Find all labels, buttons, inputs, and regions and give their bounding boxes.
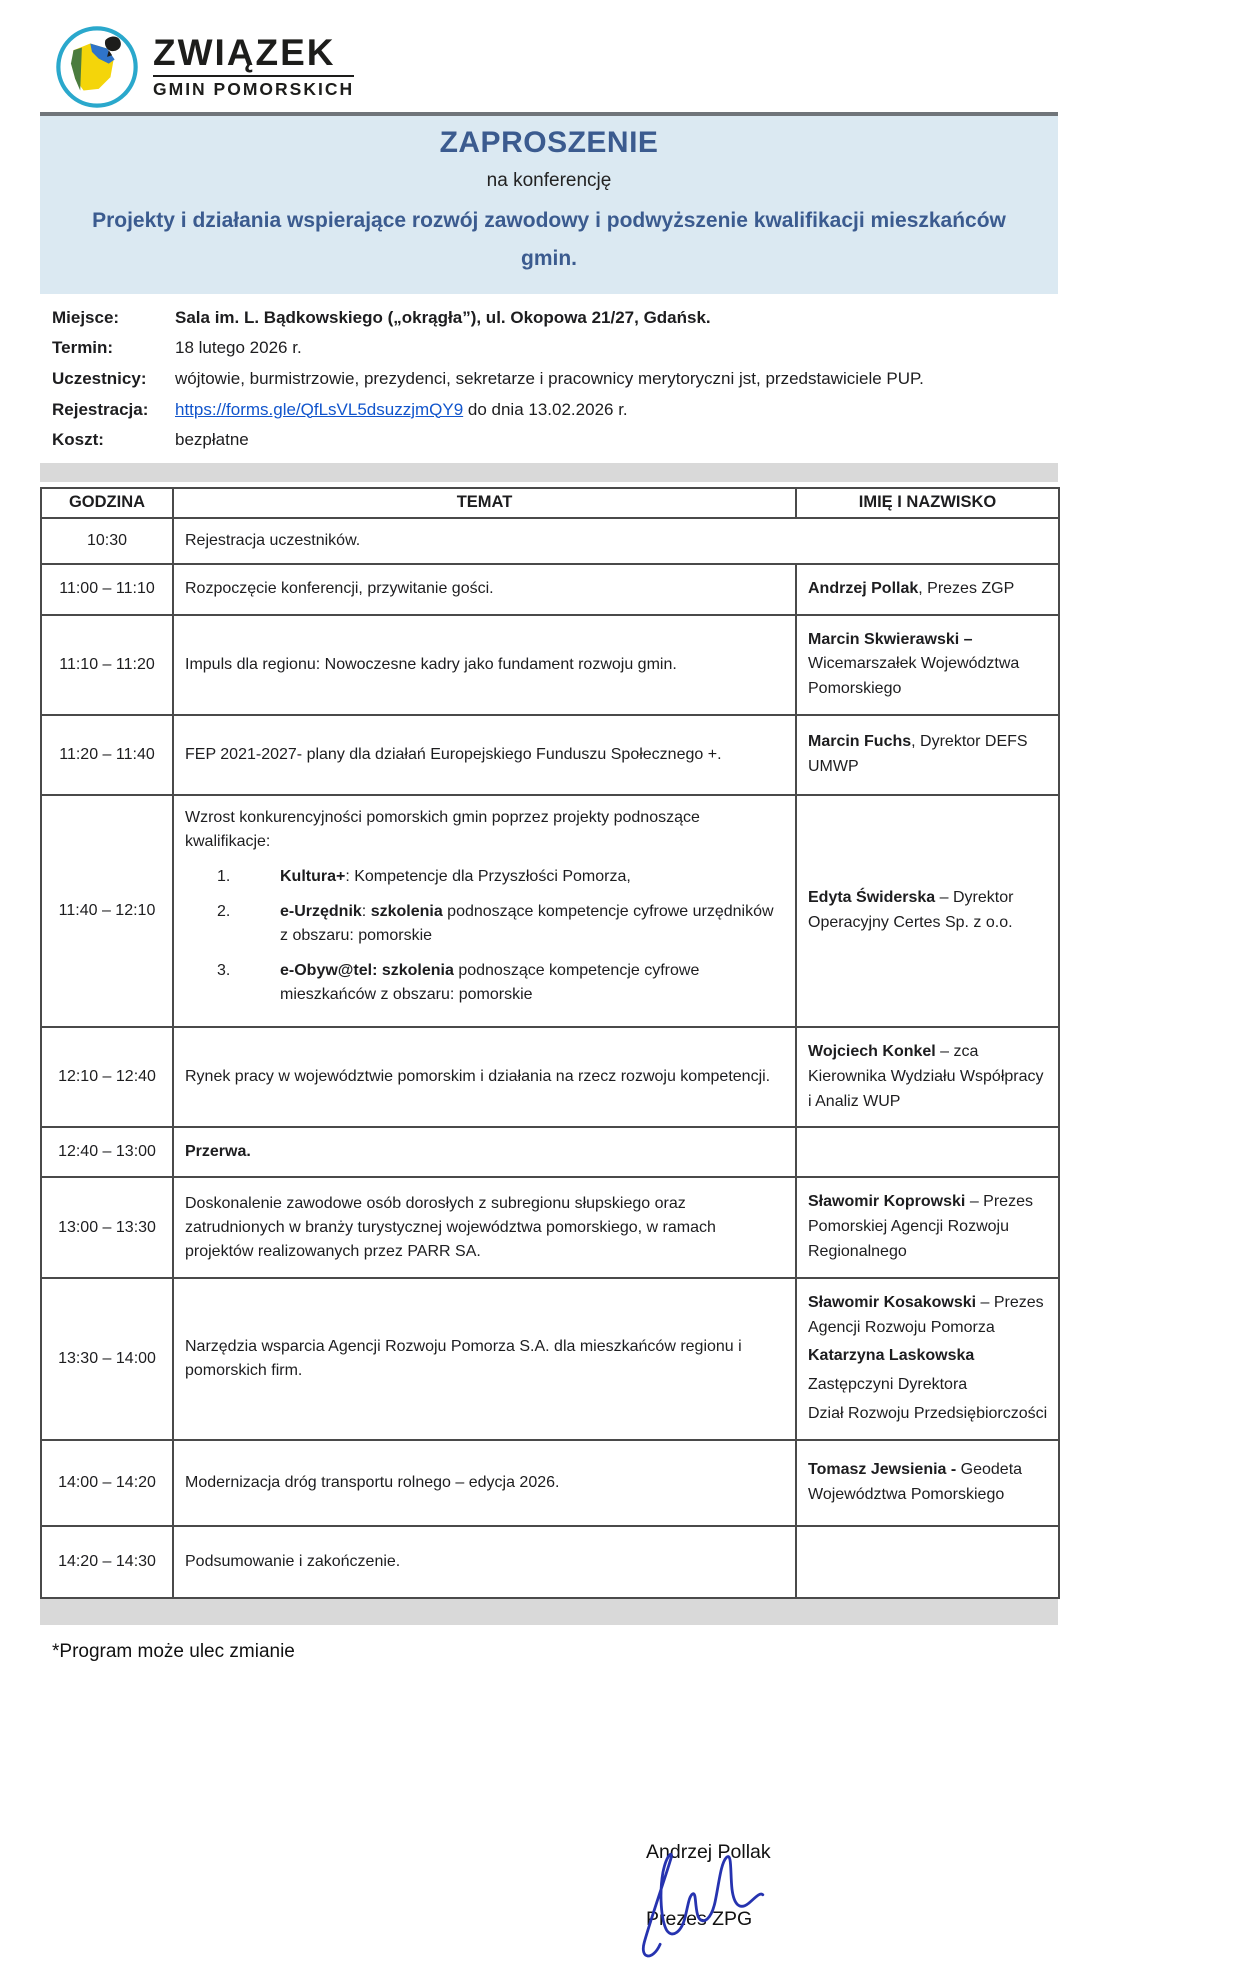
handwritten-signature-icon (634, 1847, 774, 1965)
speaker-cell (796, 1127, 1059, 1177)
table-row (41, 1177, 1059, 1277)
table-row (41, 1526, 1059, 1598)
detail-label: Miejsce: (52, 307, 120, 327)
program-footnote: *Program może ulec zmianie (52, 1640, 295, 1662)
signature-name: Andrzej Pollak (646, 1840, 771, 1863)
time-cell: 11:40 – 12:10 (41, 795, 173, 1027)
time-cell: 11:00 – 11:10 (41, 564, 173, 615)
logo-text (153, 34, 354, 100)
topic-cell: Impuls dla regionu: Nowoczesne kadry jako fundament rozwoju gmin. (173, 615, 796, 715)
invitation-header (40, 112, 1058, 294)
speaker-cell: Wojciech Konkel – zca Kierownika Wydziału Współpracy i Analiz WUP (796, 1027, 1059, 1127)
speaker-cell: Marcin Skwierawski – Wicemarszałek Województwa Pomorskiego (796, 615, 1059, 715)
header-imie-nazwisko: IMIĘ I NAZWISKO (796, 488, 1059, 518)
topic-cell: Rejestracja uczestników. (173, 518, 1059, 564)
event-details (40, 303, 1058, 456)
topic-cell: Rynek pracy w województwie pomorskim i działania na rzecz rozwoju kompetencji. (173, 1027, 796, 1127)
table-row (41, 1440, 1059, 1526)
logo (0, 0, 1240, 112)
detail-value: wójtowie, burmistrzowie, prezydenci, sekretarze i pracownicy merytoryczni jst, przedstawiciele PUP. (175, 368, 924, 388)
speaker-cell (796, 1526, 1059, 1598)
schedule-table (40, 487, 1060, 1599)
table-row (41, 1027, 1059, 1127)
speaker-cell: Tomasz Jewsienia - Geodeta Województwa Pomorskiego (796, 1440, 1059, 1526)
detail-value (175, 398, 1058, 423)
invitation-title: ZAPROSZENIE (439, 126, 659, 159)
invitation-lead: na konferencję (486, 170, 612, 191)
time-cell: 13:30 – 14:00 (41, 1278, 173, 1440)
detail-value: 18 lutego 2026 r. (175, 338, 302, 358)
topic-cell: Modernizacja dróg transportu rolnego – edycja 2026. (173, 1440, 796, 1526)
zgp-logo-icon (55, 25, 139, 109)
time-cell: 12:40 – 13:00 (41, 1127, 173, 1177)
speaker-cell: Marcin Fuchs, Dyrektor DEFS UMWP (796, 715, 1059, 795)
logo-name: ZWIĄZEK (153, 32, 336, 74)
detail-miejsce (40, 303, 1058, 334)
time-cell: 11:20 – 11:40 (41, 715, 173, 795)
topic-cell: FEP 2021-2027- plany dla działań Europejskiego Funduszu Społecznego +. (173, 715, 796, 795)
topic-cell: Rozpoczęcie konferencji, przywitanie gości. (173, 564, 796, 615)
detail-rejestracja (40, 395, 1058, 426)
divider-bar-bottom (40, 1599, 1058, 1625)
table-row (41, 1127, 1059, 1177)
speaker-cell: Sławomir Kosakowski – Prezes Agencji Rozwoju Pomorza Katarzyna Laskowska Zastępczyni Dyrektora Dział Rozwoju Przedsiębiorczości (796, 1278, 1059, 1440)
detail-label: Koszt: (52, 430, 104, 450)
table-row (41, 518, 1059, 564)
detail-uczestnicy (40, 364, 1058, 395)
header-temat: TEMAT (173, 488, 796, 518)
table-row (41, 564, 1059, 615)
logo-subname: GMIN POMORSKICH (153, 78, 355, 99)
time-cell: 11:10 – 11:20 (41, 615, 173, 715)
detail-termin (40, 333, 1058, 364)
detail-label: Uczestnicy: (52, 368, 147, 388)
time-cell: 10:30 (41, 518, 173, 564)
schedule-body (41, 518, 1059, 1598)
divider-bar-top (40, 463, 1058, 482)
detail-koszt (40, 425, 1058, 456)
topic-cell: Podsumowanie i zakończenie. (173, 1526, 796, 1598)
topic-cell: Wzrost konkurencyjności pomorskich gmin poprzez projekty podnoszące kwalifikacje: 1. Kultura+: Kompetencje dla Przyszłości Pomorza, 2. e-Urzędnik: szkolenia podnoszące kompetencje cyfrowe urzędników z obszaru: pomorskie 3. e-Obyw@tel: szkolenia podnoszące kompetencje cyfrowe mieszkańców z obszaru: pomorskie (173, 795, 796, 1027)
time-cell: 14:20 – 14:30 (41, 1526, 173, 1598)
table-row (41, 615, 1059, 715)
header-godzina: GODZINA (41, 488, 173, 518)
registration-link[interactable]: https://forms.gle/QfLsVL5dsuzzjmQY9 (175, 399, 464, 419)
topic-cell: Przerwa. (173, 1127, 796, 1177)
detail-value: bezpłatne (175, 430, 249, 450)
speaker-cell: Edyta Świderska – Dyrektor Operacyjny Certes Sp. z o.o. (796, 795, 1059, 1027)
table-row (41, 715, 1059, 795)
topic-cell: Doskonalenie zawodowe osób dorosłych z subregionu słupskiego oraz zatrudnionych w branży turystycznej województwa pomorskiego, w ramach projektów realizowanych przez PARR SA. (173, 1177, 796, 1277)
conference-title: Projekty i działania wspierające rozwój zawodowy i podwyższenie kwalifikacji mieszkańców gmin. (92, 209, 1006, 270)
detail-label: Rejestracja: (52, 399, 149, 419)
time-cell: 13:00 – 13:30 (41, 1177, 173, 1277)
speaker-cell: Sławomir Koprowski – Prezes Pomorskiej Agencji Rozwoju Regionalnego (796, 1177, 1059, 1277)
time-cell: 14:00 – 14:20 (41, 1440, 173, 1526)
signature-title: Prezes ZPG (646, 1907, 753, 1930)
detail-value: Sala im. L. Bądkowskiego („okrągła”), ul. Okopowa 21/27, Gdańsk. (175, 307, 711, 327)
time-cell: 12:10 – 12:40 (41, 1027, 173, 1127)
table-row (41, 1278, 1059, 1440)
table-header-row (41, 488, 1059, 518)
topic-cell: Narzędzia wsparcia Agencji Rozwoju Pomorza S.A. dla mieszkańców regionu i pomorskich firm. (173, 1278, 796, 1440)
detail-label: Termin: (52, 338, 114, 358)
table-row (41, 795, 1059, 1027)
registration-deadline: do dnia 13.02.2026 r. (463, 399, 628, 419)
speaker-cell: Andrzej Pollak, Prezes ZGP (796, 564, 1059, 615)
signature-block (646, 1841, 876, 1931)
